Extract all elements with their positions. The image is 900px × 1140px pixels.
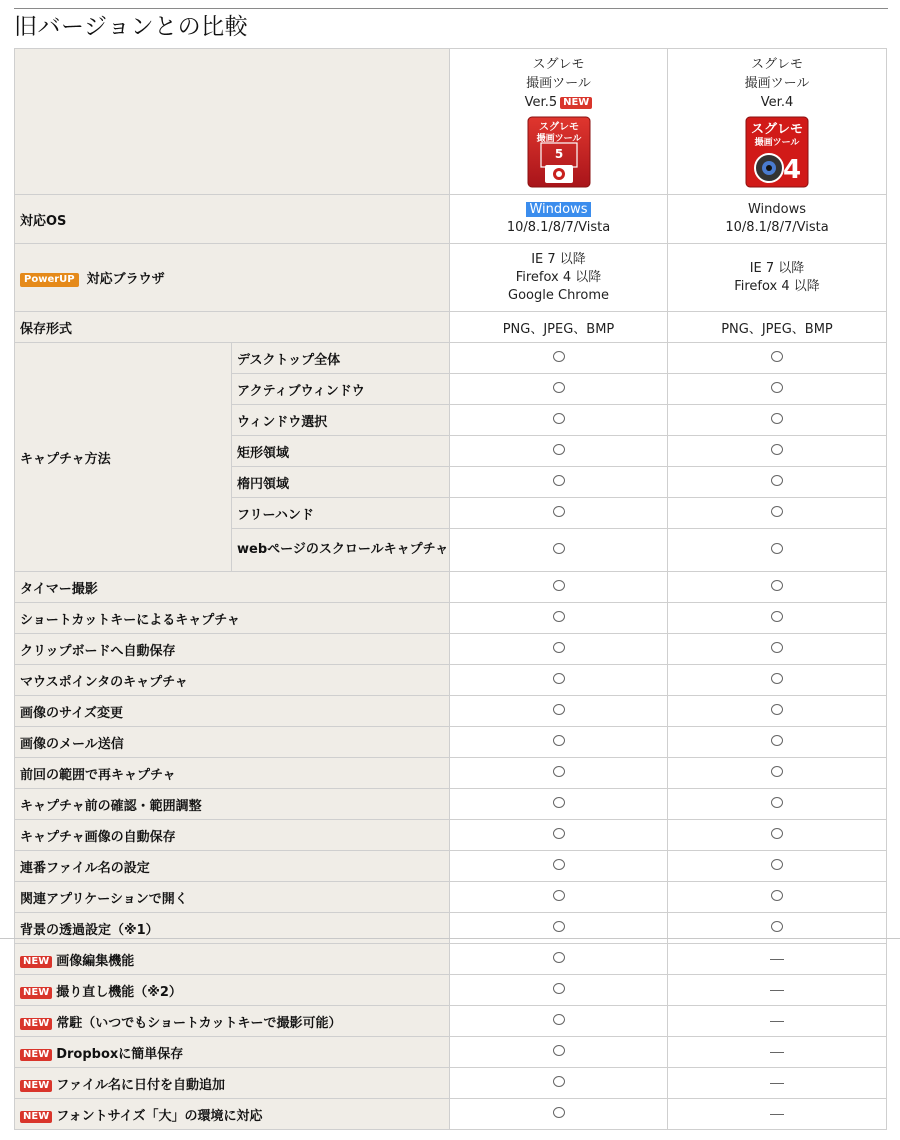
circle-icon (553, 506, 565, 517)
capture-method-label: デスクトップ全体 (232, 343, 450, 374)
browser-v5-line1: IE 7 以降 (531, 251, 586, 267)
header-corner (15, 49, 450, 195)
row-format (15, 312, 887, 343)
feature-label: タイマー撮影 (15, 572, 450, 603)
circle-icon (553, 1014, 565, 1025)
row-label-os: 対応OS (15, 195, 450, 244)
capture-method-label: 矩形領域 (232, 436, 450, 467)
new-badge: NEW (20, 1080, 52, 1092)
circle-icon (553, 1045, 565, 1056)
new-feature-label: Dropboxに簡単保存 (56, 1046, 184, 1062)
circle-icon (553, 444, 565, 455)
dash-icon (770, 959, 784, 960)
circle-icon (553, 1107, 565, 1118)
circle-icon (553, 828, 565, 839)
capture-method-label: webページのスクロールキャプチャ (232, 529, 450, 572)
feature-row (15, 603, 887, 634)
circle-icon (771, 766, 783, 777)
circle-icon (771, 413, 783, 424)
feature-label: 前回の範囲で再キャプチャ (15, 758, 450, 789)
format-v4: PNG、JPEG、BMP (668, 312, 887, 343)
circle-icon (553, 735, 565, 746)
new-feature-row (15, 975, 887, 1006)
circle-icon (553, 983, 565, 994)
os-v4-line1: Windows (747, 202, 807, 217)
feature-label: クリップボードへ自動保存 (15, 634, 450, 665)
capture-method-label: フリーハンド (232, 498, 450, 529)
feature-label: マウスポインタのキャプチャ (15, 665, 450, 696)
title-rule (14, 8, 888, 9)
feature-label: 連番ファイル名の設定 (15, 851, 450, 882)
circle-icon (553, 952, 565, 963)
circle-icon (553, 890, 565, 901)
circle-icon (553, 580, 565, 591)
circle-icon (553, 673, 565, 684)
browser-v5-line2: Firefox 4 以降 (515, 269, 602, 285)
circle-icon (553, 382, 565, 393)
new-badge: NEW (560, 97, 592, 109)
circle-icon (771, 828, 783, 839)
circle-icon (771, 611, 783, 622)
circle-icon (553, 611, 565, 622)
v5-line2: 撮画ツール (526, 76, 591, 91)
product-box-v4-image (745, 116, 809, 188)
feature-label: キャプチャ画像の自動保存 (15, 820, 450, 851)
circle-icon (553, 797, 565, 808)
circle-icon (553, 351, 565, 362)
feature-label: ショートカットキーによるキャプチャ (15, 603, 450, 634)
circle-icon (771, 382, 783, 393)
feature-label: キャプチャ前の確認・範囲調整 (15, 789, 450, 820)
v5-box-num: 5 (554, 147, 563, 161)
new-feature-label: 常駐（いつでもショートカットキーで撮影可能） (56, 1015, 342, 1031)
feature-row (15, 882, 887, 913)
capture-method-label: 楕円領域 (232, 467, 450, 498)
v4-box-num: 4 (782, 155, 802, 185)
feature-row (15, 851, 887, 882)
row-label-browser: 対応ブラウザ (86, 272, 165, 287)
feature-row (15, 696, 887, 727)
circle-icon (771, 735, 783, 746)
circle-icon (553, 475, 565, 486)
circle-icon (553, 413, 565, 424)
page-title: 旧バージョンとの比較 (14, 14, 249, 40)
v5-box-name: 撮画ツール (536, 134, 581, 144)
new-feature-label: フォントサイズ「大」の環境に対応 (56, 1108, 263, 1124)
circle-icon (553, 921, 565, 932)
circle-icon (553, 642, 565, 653)
feature-row (15, 572, 887, 603)
new-feature-row (15, 1006, 887, 1037)
new-feature-label: 画像編集機能 (56, 953, 135, 969)
header-row (15, 49, 887, 195)
os-v5-line2: 10/8.1/8/7/Vista (506, 220, 611, 235)
dash-icon (770, 1052, 784, 1053)
v5-line1: スグレモ (532, 57, 585, 72)
os-v4-line2: 10/8.1/8/7/Vista (725, 220, 829, 235)
format-v5: PNG、JPEG、BMP (450, 312, 668, 343)
circle-icon (771, 543, 783, 554)
new-feature-row (15, 1037, 887, 1068)
feature-label: 画像のメール送信 (15, 727, 450, 758)
circle-icon (771, 580, 783, 591)
new-badge: NEW (20, 1111, 52, 1123)
new-feature-label: 撮り直し機能（※2） (56, 984, 182, 1000)
row-os (15, 195, 887, 244)
capture-method-label: ウィンドウ選択 (232, 405, 450, 436)
circle-icon (553, 1076, 565, 1087)
v4-box-logo: スグレモ (750, 122, 804, 137)
v5-version: Ver.5 (524, 95, 558, 110)
feature-row (15, 665, 887, 696)
new-badge: NEW (20, 1018, 52, 1030)
feature-row (15, 634, 887, 665)
circle-icon (771, 921, 783, 932)
feature-label: 関連アプリケーションで開く (15, 882, 450, 913)
divider-line (0, 938, 900, 939)
new-feature-label: ファイル名に日付を自動追加 (56, 1077, 225, 1093)
v5-box-logo: スグレモ (538, 122, 579, 133)
feature-row (15, 727, 887, 758)
circle-icon (771, 642, 783, 653)
powerup-badge: PowerUP (20, 273, 79, 287)
circle-icon (771, 673, 783, 684)
circle-icon (553, 543, 565, 554)
row-capture-method (15, 343, 887, 374)
os-v5-line1-selected[interactable]: Windows (526, 202, 590, 217)
v4-box-name: 撮画ツール (754, 138, 800, 148)
row-browser (15, 244, 887, 312)
row-label-capture: キャプチャ方法 (15, 343, 232, 572)
dash-icon (770, 1114, 784, 1115)
dash-icon (770, 990, 784, 991)
new-badge: NEW (20, 1049, 52, 1061)
capture-method-label: アクティブウィンドウ (232, 374, 450, 405)
v4-line2: 撮画ツール (744, 76, 810, 91)
new-badge: NEW (20, 956, 52, 968)
new-feature-row (15, 1099, 887, 1130)
circle-icon (771, 475, 783, 486)
circle-icon (553, 766, 565, 777)
comparison-table (14, 48, 887, 1130)
circle-icon (771, 506, 783, 517)
v4-version: Ver.4 (760, 95, 794, 110)
circle-icon (771, 859, 783, 870)
feature-label: 背景の透過設定（※1） (15, 913, 450, 944)
circle-icon (771, 704, 783, 715)
new-feature-row (15, 944, 887, 975)
col-header-v5 (450, 49, 668, 195)
circle-icon (553, 859, 565, 870)
col-header-v4 (668, 49, 887, 195)
v4-line1: スグレモ (750, 57, 803, 72)
feature-row (15, 789, 887, 820)
browser-v4-line2: Firefox 4 以降 (734, 278, 820, 294)
feature-row (15, 758, 887, 789)
new-feature-row (15, 1068, 887, 1099)
circle-icon (771, 444, 783, 455)
circle-icon (771, 890, 783, 901)
feature-row (15, 820, 887, 851)
new-badge: NEW (20, 987, 52, 999)
browser-v4-line1: IE 7 以降 (749, 260, 805, 276)
circle-icon (771, 351, 783, 362)
circle-icon (553, 704, 565, 715)
circle-icon (771, 797, 783, 808)
product-box-v5-image (527, 116, 591, 188)
feature-label: 画像のサイズ変更 (15, 696, 450, 727)
dash-icon (770, 1083, 784, 1084)
dash-icon (770, 1021, 784, 1022)
browser-v5-line3: Google Chrome (508, 287, 609, 303)
row-label-format: 保存形式 (15, 312, 450, 343)
